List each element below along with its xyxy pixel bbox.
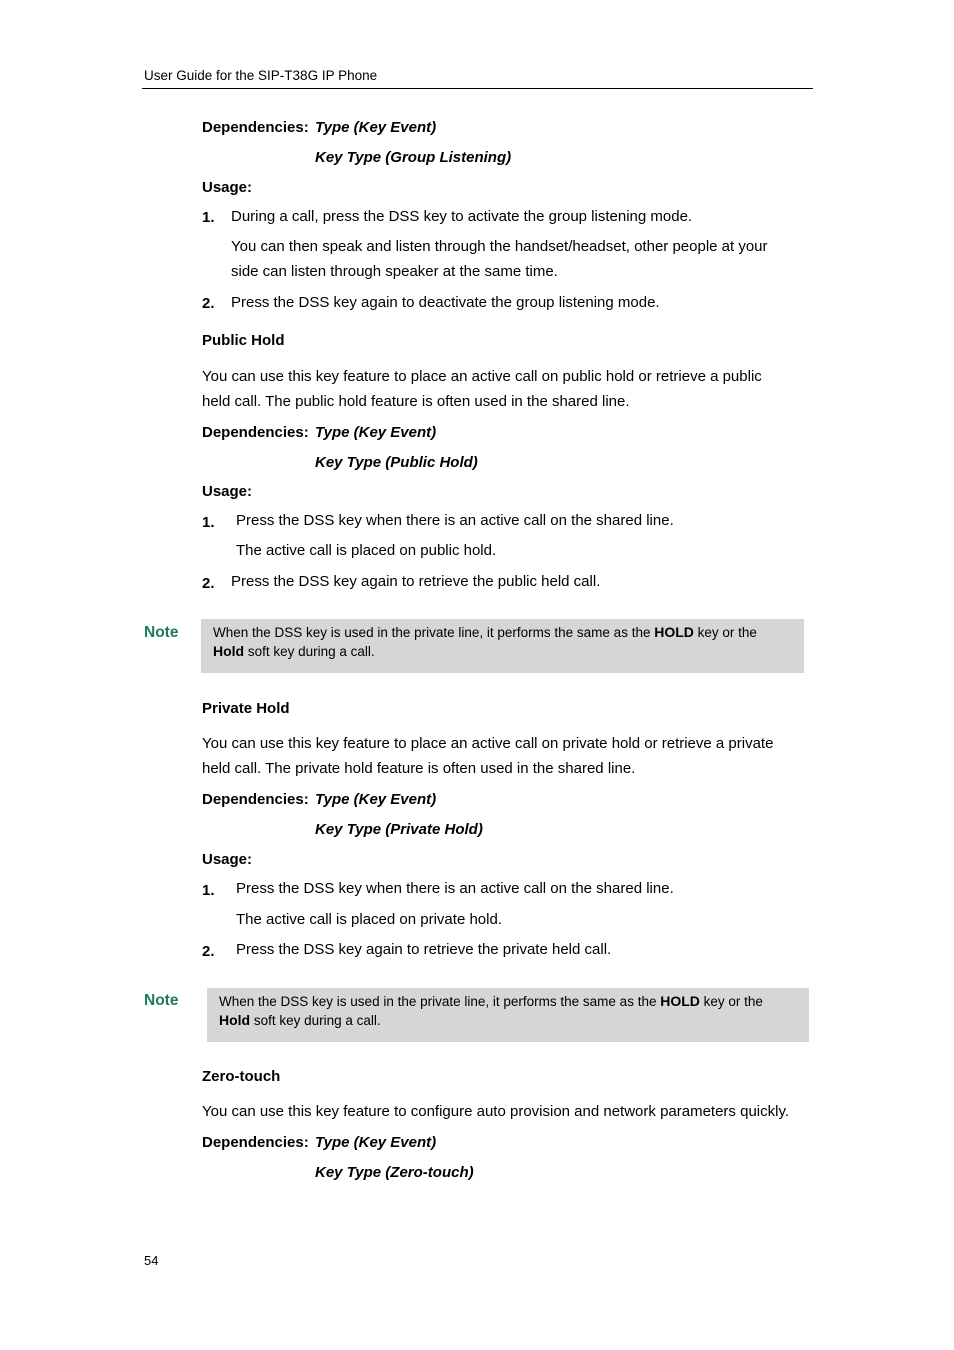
note-text: key or the bbox=[693, 625, 757, 640]
hold-key-label: HOLD bbox=[660, 993, 700, 1009]
section-description: You can use this key feature to place an active call on public hold or retrieve a public bbox=[202, 368, 762, 385]
header-title: User Guide for the SIP-T38G IP Phone bbox=[144, 68, 378, 83]
step-number: 1. bbox=[202, 514, 215, 531]
dependency-key-type: Key Type (Zero-touch) bbox=[315, 1164, 474, 1181]
step-text: Press the DSS key again to retrieve the private held call. bbox=[236, 941, 612, 958]
section-heading-zero-touch: Zero-touch bbox=[202, 1068, 281, 1085]
step-number: 2. bbox=[202, 575, 215, 592]
step-text: side can listen through speaker at the same time. bbox=[231, 263, 558, 280]
section-description: You can use this key feature to configure auto provision and network parameters quickly. bbox=[202, 1103, 789, 1120]
dependency-key-type: Key Type (Group Listening) bbox=[315, 149, 512, 166]
step-text: Press the DSS key when there is an active call on the shared line. bbox=[236, 880, 674, 897]
note-text: When the DSS key is used in the private line, it performs the same as the bbox=[219, 994, 661, 1009]
usage-label: Usage: bbox=[202, 483, 253, 500]
dependencies-label: Dependencies: bbox=[202, 791, 309, 808]
note-line bbox=[219, 992, 797, 1011]
hold-softkey-label: Hold bbox=[213, 643, 245, 659]
note-text: soft key during a call. bbox=[244, 644, 375, 659]
note-box bbox=[207, 988, 809, 1042]
step-number: 2. bbox=[202, 295, 215, 312]
note-text: When the DSS key is used in the private line, it performs the same as the bbox=[213, 625, 655, 640]
step-text: Press the DSS key again to retrieve the public held call. bbox=[231, 573, 601, 590]
note-text: soft key during a call. bbox=[250, 1013, 381, 1028]
note-line bbox=[213, 642, 792, 661]
hold-key-label: HOLD bbox=[654, 624, 694, 640]
dependency-type: Type (Key Event) bbox=[315, 119, 437, 136]
step-text: During a call, press the DSS key to activate the group listening mode. bbox=[231, 208, 693, 225]
section-heading-private-hold: Private Hold bbox=[202, 700, 290, 717]
note-label: Note bbox=[144, 624, 179, 641]
note-line bbox=[219, 1011, 797, 1030]
dependencies-label: Dependencies: bbox=[202, 424, 309, 441]
dependencies-label: Dependencies: bbox=[202, 1134, 309, 1151]
section-description: You can use this key feature to place an active call on private hold or retrieve a private bbox=[202, 735, 774, 752]
dependency-type: Type (Key Event) bbox=[315, 424, 437, 441]
note-text: key or the bbox=[699, 994, 763, 1009]
step-number: 2. bbox=[202, 943, 215, 960]
note-line bbox=[213, 623, 792, 642]
note-box bbox=[201, 619, 804, 673]
dependency-type: Type (Key Event) bbox=[315, 791, 437, 808]
header-divider bbox=[142, 88, 813, 89]
step-text: The active call is placed on private hold. bbox=[236, 911, 502, 928]
section-description: held call. The private hold feature is often used in the shared line. bbox=[202, 760, 636, 777]
step-text: You can then speak and listen through the handset/headset, other people at your bbox=[231, 238, 768, 255]
step-text: Press the DSS key when there is an active call on the shared line. bbox=[236, 512, 674, 529]
section-description: held call. The public hold feature is often used in the shared line. bbox=[202, 393, 630, 410]
note-label: Note bbox=[144, 992, 179, 1009]
dependency-key-type: Key Type (Private Hold) bbox=[315, 821, 483, 838]
page-number: 54 bbox=[144, 1253, 159, 1268]
section-heading-public-hold: Public Hold bbox=[202, 332, 285, 349]
dependency-type: Type (Key Event) bbox=[315, 1134, 437, 1151]
step-text: Press the DSS key again to deactivate the group listening mode. bbox=[231, 294, 660, 311]
usage-label: Usage: bbox=[202, 851, 253, 868]
step-number: 1. bbox=[202, 882, 215, 899]
hold-softkey-label: Hold bbox=[219, 1012, 251, 1028]
step-number: 1. bbox=[202, 209, 215, 226]
step-text: The active call is placed on public hold. bbox=[236, 542, 497, 559]
usage-label: Usage: bbox=[202, 179, 253, 196]
dependencies-label: Dependencies: bbox=[202, 119, 309, 136]
dependency-key-type: Key Type (Public Hold) bbox=[315, 454, 478, 471]
